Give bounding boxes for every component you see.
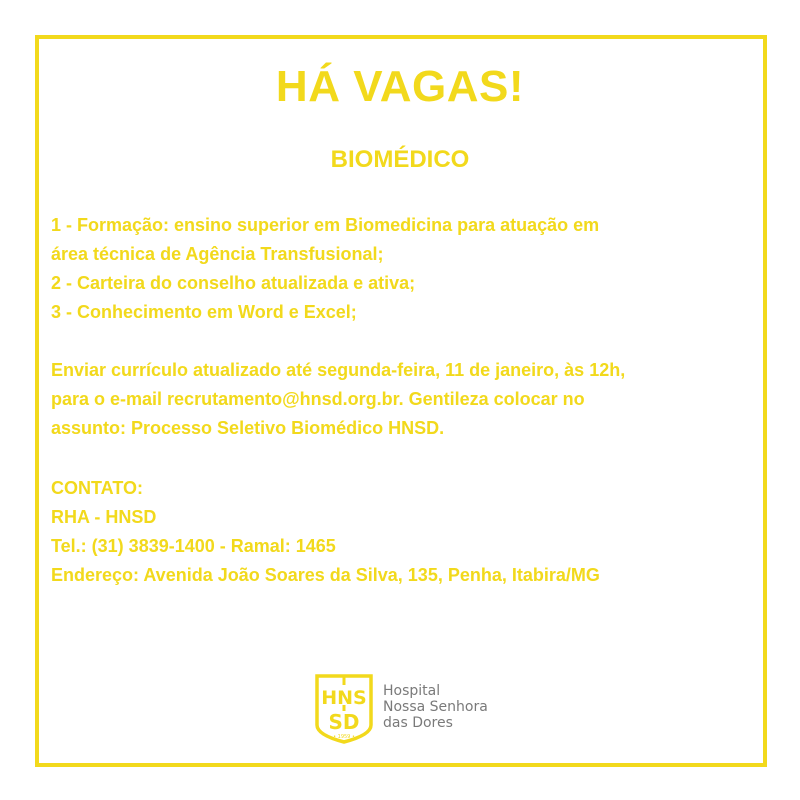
hospital-name bbox=[383, 683, 488, 731]
instruction-line: Enviar currículo atualizado até segunda-feira, 11 de janeiro, às 12h, bbox=[51, 360, 626, 380]
hospital-name-line: das Dores bbox=[383, 715, 453, 731]
instruction-line: para o e-mail recrutamento@hnsd.org.br. Gentileza colocar no bbox=[51, 389, 585, 409]
logo-year: • 1959 • bbox=[333, 734, 355, 740]
requirement-line: 2 - Carteira do conselho atualizada e ativa; bbox=[51, 273, 416, 293]
logo-monogram-top: HNS bbox=[321, 687, 367, 709]
requirements-list bbox=[51, 211, 751, 327]
instruction-line: assunto: Processo Seletivo Biomédico HNSD. bbox=[51, 418, 445, 438]
requirement-line: 1 - Formação: ensino superior em Biomedicina para atuação em bbox=[51, 215, 600, 235]
requirement-line: 3 - Conhecimento em Word e Excel; bbox=[51, 302, 357, 322]
hnsd-badge-icon bbox=[314, 673, 374, 745]
contact-block bbox=[51, 474, 751, 590]
contact-heading: CONTATO: bbox=[51, 478, 143, 498]
contact-phone: Tel.: (31) 3839-1400 - Ramal: 1465 bbox=[51, 536, 336, 556]
contact-department: RHA - HNSD bbox=[51, 507, 157, 527]
hospital-logo bbox=[314, 673, 514, 748]
hospital-name-line: Hospital bbox=[383, 683, 441, 699]
application-instructions bbox=[51, 356, 751, 443]
requirement-line: área técnica de Agência Transfusional; bbox=[51, 244, 384, 264]
contact-address: Endereço: Avenida João Soares da Silva, 135, Penha, Itabira/MG bbox=[51, 565, 600, 585]
hospital-name-line: Nossa Senhora bbox=[383, 699, 488, 715]
job-position: BIOMÉDICO bbox=[330, 146, 470, 173]
poster-title: HÁ VAGAS! bbox=[275, 62, 525, 111]
logo-monogram-bottom: SD bbox=[328, 710, 360, 734]
